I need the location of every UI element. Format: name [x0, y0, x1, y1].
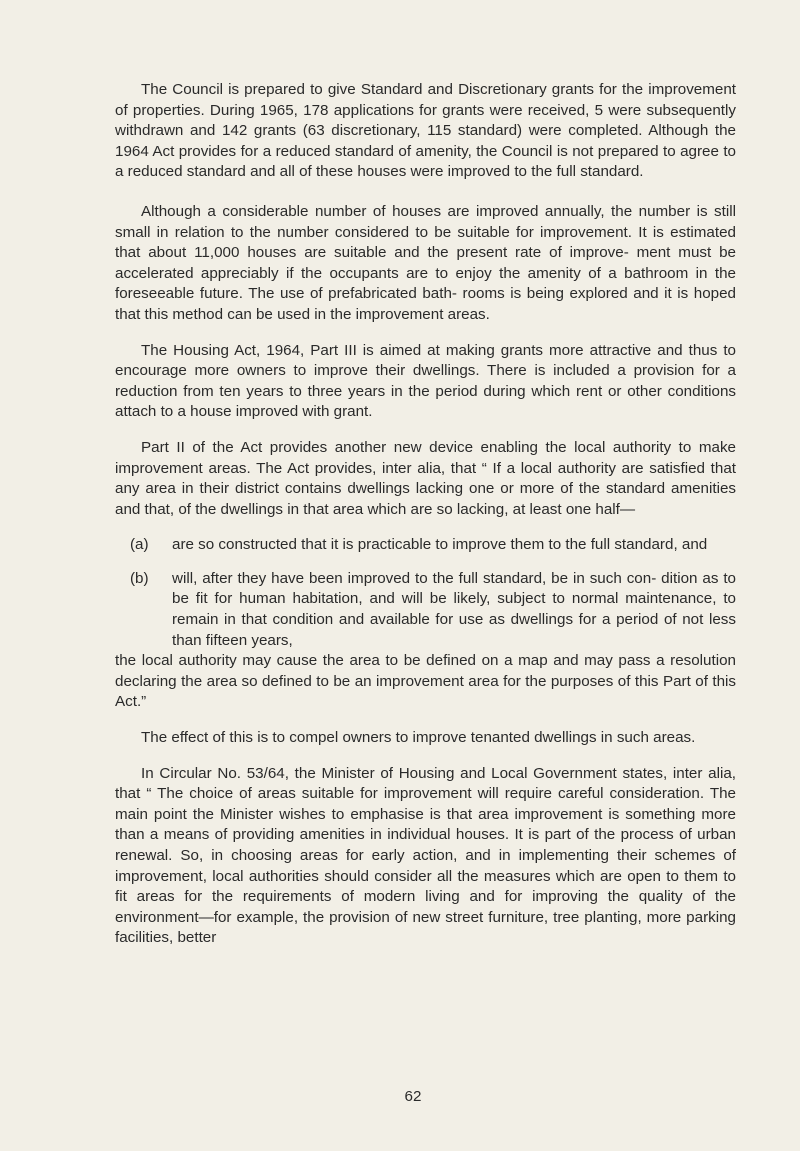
list-item — [130, 569, 736, 651]
list-item-text: will, after they have been improved to the full standard, be in such con- dition as to be fit for human habitation, and will be likely, subject to normal maintenance, to remain in that condition and available for use as dwellings for a period of not less than fifteen years, — [172, 569, 736, 649]
paragraph-act-part-ii: Part II of the Act provides another new device enabling the local authority to make improvement areas. The Act provides, inter alia, that “ If a local authority are satisfied that any area in their district contains dwellings lacking one or more of the standard amenities and that, of the dwellings in that area which are so lacking, at least one half— — [115, 438, 736, 518]
paragraph-grants: The Council is prepared to give Standard and Discretionary grants for the improvement of properties. During 1965, 178 applications for grants were received, 5 were subsequently withdrawn and 142 grants (63 discretionary, 115 standard) were completed. Although the 1964 Act provides for a reduced standard of amenity, the Council is not prepared to agree to a reduced standard and all of these houses were improved to the full standard. — [115, 81, 736, 181]
page-number: 62 — [404, 1088, 422, 1105]
list-item-text: are so constructed that it is practicable to improve them to the full standard, and — [172, 536, 708, 554]
list-marker: (b) — [130, 569, 149, 587]
list-marker: (a) — [130, 536, 149, 554]
paragraph-circular: In Circular No. 53/64, the Minister of Housing and Local Government states, inter alia, that “ The choice of areas suitable for improvement will require careful consideration. The main point the Minister wishes to emphasise is that area improvement is something more than a means of providing amenities in individual houses. It is part of the process of urban renewal. So, in choosing areas for early action, and in implementing their schemes of improvement, local authorities should consider all the measures which are open to them to fit areas for the requirements of modern living and for improving the quality of the environment—for example, the provision of new street furniture, tree planting, more parking facilities, better — [115, 764, 736, 947]
paragraph-effect: The effect of this is to compel owners to improve tenanted dwellings in such areas. — [141, 729, 696, 747]
paragraph-housing-act-part-iii: The Housing Act, 1964, Part III is aimed at making grants more attractive and thus to encourage more owners to improve their dwellings. There is included a provision for a reduction from ten years to three years in the period during which rent or other conditions attach to a house improved with grant. — [115, 341, 736, 421]
list-item — [130, 535, 736, 556]
paragraph-houses-improved: Although a considerable number of houses are improved annually, the number is still small in relation to the number considered to be suitable for improvement. It is estimated that about 11,000 houses are suitable and the present rate of improve- ment must be accelerated appreciably if the occupants are to enjoy the amenity of a bathroom in the foreseeable future. The use of prefabricated bath- rooms is being explored and it is hoped that this method can be used in the improvement areas. — [115, 202, 736, 323]
paragraph-continuation: the local authority may cause the area to be defined on a map and may pass a resolution declaring the area so defined to be an improvement area for the purposes of this Part of this Act.” — [115, 652, 736, 711]
